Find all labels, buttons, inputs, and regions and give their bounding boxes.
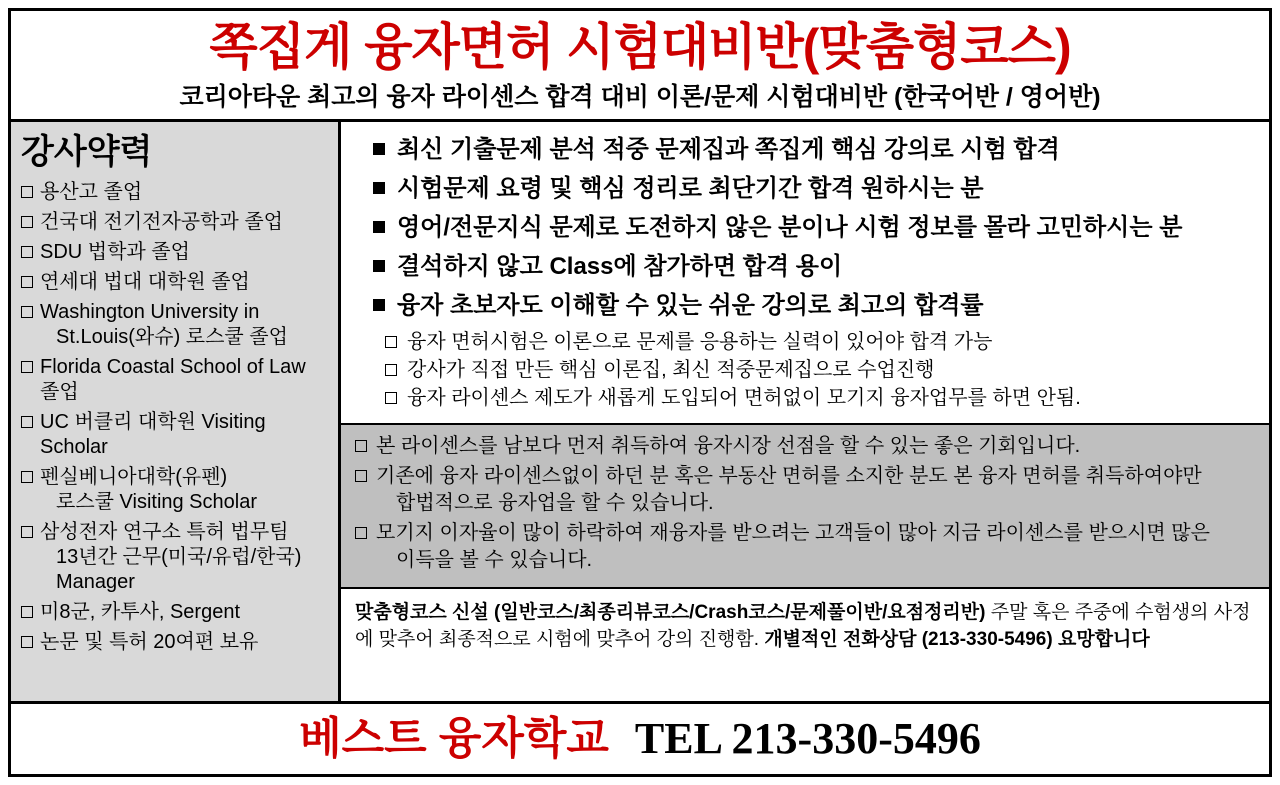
- notice-box: [341, 423, 1269, 589]
- list-item-label: 연세대 법대 대학원 졸업: [40, 271, 250, 293]
- ad-footer: [11, 701, 1269, 774]
- checkbox-icon: [21, 246, 33, 258]
- square-bullet-icon: [373, 299, 385, 311]
- checkbox-icon: [21, 361, 33, 373]
- sub-point-label: 융자 라이센스 제도가 새롭게 도입되어 면허없이 모기지 융자업무를 하면 안됨.: [407, 387, 1081, 409]
- list-item: [359, 329, 1259, 356]
- highlights-section: [341, 122, 1269, 419]
- list-item-label-cont: St.Louis(와슈) 로스쿨 졸업: [56, 326, 288, 348]
- highlight-label: 영어/전문지식 문제로 도전하지 않은 분이나 시험 정보를 몰라 고민하시는 분: [397, 214, 1183, 241]
- notice-label-cont: 합법적으로 융자업을 할 수 있습니다.: [396, 492, 714, 514]
- list-item: [21, 180, 330, 205]
- notice-label: 본 라이센스를 남보다 먼저 취득하여 융자시장 선점을 할 수 있는 좋은 기회입니다.: [376, 435, 1081, 457]
- page-title: 쪽집게 융자면허 시험대비반(맞춤형코스): [209, 19, 1071, 75]
- list-item: [21, 520, 330, 595]
- page-subtitle: 코리아타운 최고의 융자 라이센스 합격 대비 이론/문제 시험대비반 (한국어반 / 영어반): [179, 83, 1101, 111]
- instructor-list: [21, 180, 330, 655]
- list-item-label-cont: 로스쿨 Visiting Scholar: [56, 491, 257, 513]
- highlight-label: 최신 기출문제 분석 적중 문제집과 쪽집게 핵심 강의로 시험 합격: [397, 136, 1060, 163]
- square-bullet-icon: [373, 221, 385, 233]
- list-item: [359, 134, 1259, 165]
- checkbox-icon: [21, 471, 33, 483]
- list-item-label: Washington University in: [40, 301, 260, 323]
- list-item-label-cont: 13년간 근무(미국/유럽/한국): [56, 546, 302, 568]
- list-item: [21, 270, 330, 295]
- list-item: [355, 463, 1259, 517]
- highlight-label: 결석하지 않고 Class에 참가하면 합격 용이: [397, 253, 843, 280]
- highlight-label: 융자 초보자도 이해할 수 있는 쉬운 강의로 최고의 합격률: [397, 292, 984, 319]
- notice-label: 기존에 융자 라이센스없이 하던 분 혹은 부동산 면허를 소지한 분도 본 융자 면허를 취득하여야만: [376, 465, 1202, 487]
- sub-point-label: 강사가 직접 만든 핵심 이론집, 최신 적중문제집으로 수업진행: [407, 359, 935, 381]
- list-item: [355, 520, 1259, 574]
- sub-point-label: 융자 면허시험은 이론으로 문제를 응용하는 실력이 있어야 합격 가능: [407, 331, 993, 353]
- brand-name: 베스트 융자학교: [299, 714, 609, 763]
- list-item-label: 펜실베니아대학(유펜): [40, 466, 228, 488]
- square-bullet-icon: [373, 182, 385, 194]
- square-bullet-icon: [373, 143, 385, 155]
- checkbox-icon: [21, 526, 33, 538]
- course-note-bold-2: 개별적인 전화상담 (213-330-5496) 요망합니다: [764, 629, 1150, 650]
- list-item: [355, 433, 1259, 460]
- checkbox-icon: [21, 606, 33, 618]
- list-item: [359, 251, 1259, 282]
- checkbox-icon: [21, 306, 33, 318]
- checkbox-icon: [21, 416, 33, 428]
- instructor-panel: [11, 122, 341, 701]
- list-item: [21, 210, 330, 235]
- list-item: [359, 290, 1259, 321]
- checkbox-icon: [21, 636, 33, 648]
- checkbox-icon: [355, 470, 367, 482]
- list-item-label: SDU 법학과 졸업: [40, 241, 190, 263]
- list-item-label: 용산고 졸업: [40, 181, 143, 203]
- checkbox-icon: [385, 392, 397, 404]
- list-item: [21, 300, 330, 350]
- phone-number[interactable]: TEL 213-330-5496: [634, 714, 981, 763]
- sub-points-list: [359, 329, 1259, 412]
- list-item: [21, 630, 330, 655]
- course-note-plain-1: 주말 혹은 주중에 수험생의 사정에 맞추어 최종적으로 시험에 맞추어 강의 진행함.: [355, 602, 1251, 650]
- checkbox-icon: [21, 276, 33, 288]
- list-item: [359, 173, 1259, 204]
- checkbox-icon: [355, 527, 367, 539]
- list-item: [21, 600, 330, 625]
- list-item: [359, 385, 1259, 412]
- notice-label: 모기지 이자율이 많이 하락하여 재융자를 받으려는 고객들이 많아 지금 라이센스를 받으시면 많은: [376, 522, 1210, 544]
- instructor-title: 강사약력: [21, 133, 153, 171]
- checkbox-icon: [21, 186, 33, 198]
- checkbox-icon: [385, 336, 397, 348]
- list-item: [359, 212, 1259, 243]
- list-item-label: 건국대 전기전자공학과 졸업: [40, 211, 283, 233]
- list-item-label: 미8군, 카투사, Sergent: [40, 601, 240, 623]
- notice-label-cont: 이득을 볼 수 있습니다.: [396, 549, 593, 571]
- list-item-label-cont2: Manager: [56, 571, 135, 593]
- notice-list: [355, 433, 1259, 574]
- list-item: [21, 240, 330, 265]
- list-item: [21, 410, 330, 460]
- square-bullet-icon: [373, 260, 385, 272]
- checkbox-icon: [21, 216, 33, 228]
- content-panel: [341, 122, 1269, 701]
- course-note: [341, 589, 1269, 661]
- ad-frame: [8, 8, 1272, 777]
- highlight-label: 시험문제 요령 및 핵심 정리로 최단기간 합격 원하시는 분: [397, 175, 984, 202]
- list-item: [359, 357, 1259, 384]
- highlights-list: [359, 134, 1259, 321]
- course-note-bold-1: 맞춤형코스 신설 (일반코스/최종리뷰코스/Crash코스/문제풀이반/요점정리반): [355, 602, 986, 623]
- list-item: [21, 465, 330, 515]
- list-item-label: UC 버클리 대학원 Visiting Scholar: [40, 411, 266, 458]
- ad-header: [11, 11, 1269, 122]
- list-item: [21, 355, 330, 405]
- checkbox-icon: [385, 364, 397, 376]
- checkbox-icon: [355, 440, 367, 452]
- list-item-label: 삼성전자 연구소 특허 법무팀: [40, 521, 289, 543]
- list-item-label: 논문 및 특허 20여편 보유: [40, 631, 259, 653]
- ad-body: [11, 122, 1269, 701]
- list-item-label: Florida Coastal School of Law 졸업: [40, 356, 306, 403]
